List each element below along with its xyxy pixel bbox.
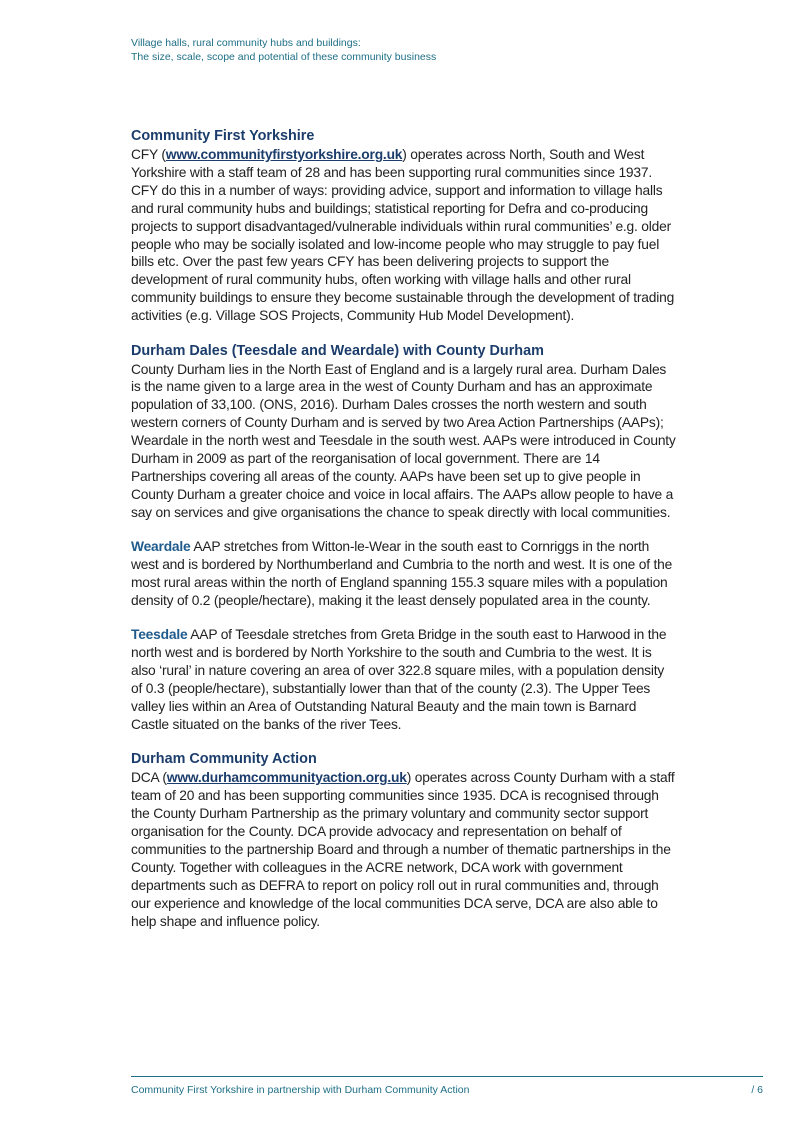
section-body-cfy	[131, 146, 676, 325]
section-body-weardale	[131, 538, 676, 610]
cfy-website-link[interactable]: www.communityfirstyorkshire.org.uk	[165, 147, 403, 162]
section-community-first-yorkshire	[131, 127, 676, 325]
section-heading-dca: Durham Community Action	[131, 751, 317, 768]
footer-divider	[131, 1076, 763, 1077]
section-durham-community-action	[131, 750, 676, 930]
dca-body-prefix: DCA (	[131, 770, 167, 786]
teesdale-lead: Teesdale	[131, 627, 188, 643]
teesdale-body-text: AAP of Teesdale stretches from Greta Bridge in the south east to Harwood in the north west and is bordered by North Yorkshire to the south and Cumbria to the west. It is also ‘rural’ in nature covering an area of over 322.8 square miles, with a population density of 0.3 (people/hectare), substantially lower than that of the county (2.3). The Upper Tees valley lies within an Area of Outstanding Natural Beauty and the main town is Barnard Castle situated on the banks of the river Tees.	[131, 627, 667, 732]
dca-body-text: ) operates across County Durham with a staff team of 20 and has been supporting communities since 1935. DCA is recognised through the County Durham Partnership as the primary voluntary and community sector support organisation for the County. DCA provide advocacy and representation on behalf of communities to the partnership Board and through a number of thematic partnerships in the County. Together with colleagues in the ACRE network, DCA work with government departments such as DEFRA to report on policy roll out in rural communities and, through our experience and knowledge of the local communities DCA serve, DCA are also able to help shape and influence policy.	[131, 770, 675, 929]
section-weardale	[131, 538, 676, 610]
footer-text: Community First Yorkshire in partnership with Durham Community Action	[131, 1084, 470, 1096]
cfy-body-text: ) operates across North, South and West Yorkshire with a staff team of 28 and has been supporting rural communities since 1937. CFY do this in a number of ways: providing advice, support and information to village halls and rural community hubs and buildings; statistical reporting for Defra and co-producing projects to support disadvantaged/vulnerable individuals within rural communities’ e.g. older people who may be socially isolated and low-income people who may struggle to pay fuel bills etc. Over the past few years CFY has been delivering projects to support the development of rural community hubs, often working with village halls and other rural community buildings to ensure they become sustainable through the development of trading activities (e.g. Village SOS Projects, Community Hub Model Development).	[131, 147, 675, 324]
section-teesdale	[131, 626, 676, 733]
section-body-dca	[131, 769, 676, 930]
weardale-lead: Weardale	[131, 539, 191, 555]
section-body-teesdale	[131, 626, 676, 733]
section-heading-cfy: Community First Yorkshire	[131, 128, 315, 144]
section-durham-dales	[131, 342, 676, 522]
main-content	[131, 127, 676, 947]
cfy-body-prefix: CFY (	[131, 147, 166, 162]
section-heading-durham-dales: Durham Dales (Teesdale and Weardale) with County Durham	[131, 342, 544, 359]
section-body-durham-dales: County Durham lies in the North East of England and is a largely rural area. Durham Dales is the name given to a large area in the west of County Durham and has an approximate population of 33,100. (ONS, 2016). Durham Dales crosses the north western and south western corners of County Durham and is served by two Area Action Partnerships (AAPs); Weardale in the north west and Teesdale in the south west. AAPs were introduced in County Durham in 2009 as part of the reorganisation of local government. There are 14 Partnerships covering all areas of the county. AAPs have been set up to give people in County Durham a greater choice and voice in local affairs. The AAPs allow people to have a say on services and give organisations the chance to speak directly with local communities.	[131, 361, 676, 520]
running-header-line-1: Village halls, rural community hubs and buildings:	[131, 37, 361, 49]
running-header	[131, 36, 436, 64]
running-header-line-2: The size, scale, scope and potential of these community business	[131, 51, 437, 63]
weardale-body-text: AAP stretches from Witton-le-Wear in the south east to Cornriggs in the north west and is bordered by Northumberland and Cumbria to the north and west. It is one of the most rural areas within the north of England spanning 155.3 square miles with a population density of 0.2 (people/hectare), making it the least densely populated area in the county.	[131, 539, 673, 608]
dca-website-link[interactable]: www.durhamcommunityaction.org.uk	[166, 770, 407, 786]
page-number: / 6	[751, 1084, 763, 1096]
